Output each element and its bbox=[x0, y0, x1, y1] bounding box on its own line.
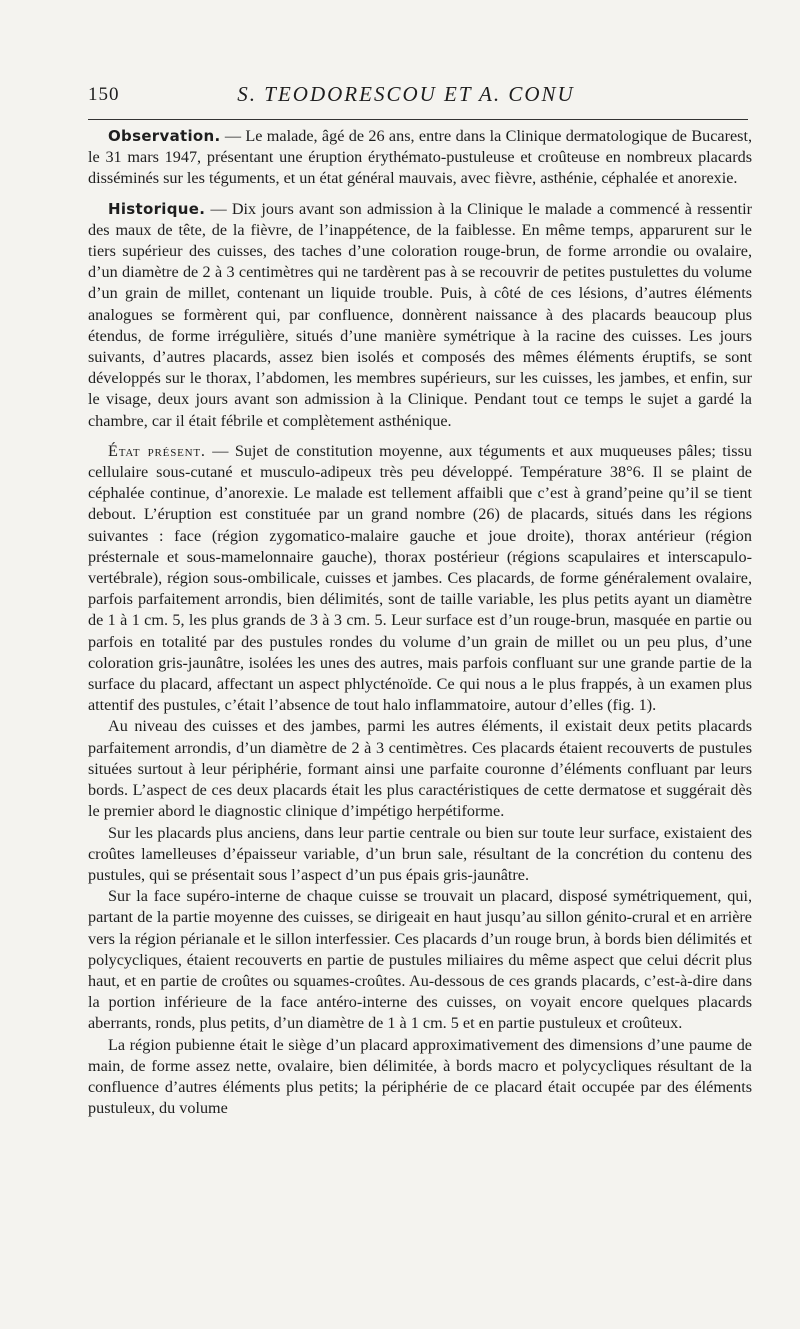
paragraph-face-supero-interne: Sur la face supéro-interne de chaque cuisse se trouvait un placard, disposé symétriquement, qui, partant de la partie moyenne des cuisses, se dirigeait en haut jusqu’au sillon génito-crural et en arrière vers la région périanale et le sillon interfessier. Ces placards d’un rouge brun, à bords bien délimités et polycycliques, étaient recouverts en partie de pustules miliaires du même aspect que celui décrit plus haut, et en partie de croûtes ou squames-croûtes. Au-dessous de ces grands placards, c’est-à-dire dans la portion inférieure de la face antéro-interne des cuisses, on voyait encore quelques placards aberrants, ronds, plus petits, d’un diamètre de 1 à 1 cm. 5 et en partie pustuleux et croûteux. bbox=[88, 887, 752, 1033]
historique-heading: Historique. bbox=[108, 199, 206, 218]
etat-present-paragraph bbox=[88, 441, 752, 717]
paragraph-region-pubienne: La région pubienne était le siège d’un placard approximativement des dimensions d’une paume de main, de forme assez nette, ovalaire, bien délimitée, à bords macro et polycycliques résultant de la confluence d’autres éléments plus petits; la périphérie de ce placard était occupée par des éléments pustuleux, du volume bbox=[88, 1035, 752, 1118]
running-head: S. TEODORESCOU ET A. CONU bbox=[237, 82, 575, 106]
etat-present-heading: État présent. bbox=[108, 441, 206, 460]
paragraph-cuisses: Au niveau des cuisses et des jambes, parmi les autres éléments, il existait deux petits placards parfaitement arrondis, d’un diamètre de 2 à 3 centimètres. Ces placards étaient recouverts de pustules situées surtout à leur périphérie, formant ainsi une parfaite couronne d’éléments confluant par leurs bords. L’aspect de ces deux placards était les plus caractéristiques de cette dermatose et suggérait dès le premier abord le diagnostic clinique d’impétigo herpétiforme. bbox=[88, 717, 752, 821]
page-number: 150 bbox=[88, 84, 120, 105]
observation-text: — Le malade, âgé de 26 ans, entre dans la Clinique dermatologique de Bucarest, le 31 mars 1947, présentant une éruption érythémato-pustuleuse et croûteuse en nombreux placards disséminés sur les téguments, et un état général mauvais, avec fièvre, asthénie, céphalée et anorexie. bbox=[88, 127, 752, 188]
observation-heading: Observation. bbox=[108, 127, 221, 145]
article-body bbox=[88, 126, 752, 1119]
historique-paragraph bbox=[88, 199, 752, 432]
page-header bbox=[64, 76, 748, 116]
observation-paragraph bbox=[88, 126, 752, 190]
historique-text: — Dix jours avant son admission à la Clinique le malade a commencé à ressentir des maux de tête, de la fièvre, de l’inappétence, de la faiblesse. En même temps, apparurent sur le tiers supérieur des cuisses, des taches d’une coloration rouge-brun, de forme arrondie ou ovalaire, d’un diamètre de 2 à 3 centimètres qui ne tardèrent pas à se recouvrir de petites pustulettes du volume d’un grain de millet, contenant un liquide trouble. Puis, à côté de ces lésions, d’autres éléments analogues se formèrent qui, par confluence, donnèrent naissance à des placards beaucoup plus étendus, de forme irrégulière, situés d’une manière symétrique à la racine des cuisses. Les jours suivants, d’autres placards, assez bien isolés et composés des mêmes éléments éruptifs, se sont développés sur le thorax, l’abdomen, les membres supérieurs, sur les cuisses, les jambes, et enfin, sur le visage, deux jours avant son admission à la Clinique. Pendant tout ce temps le sujet a gardé la chambre, car il était fébrile et complètement asthénique. bbox=[88, 199, 752, 430]
paragraph-placards-anciens: Sur les placards plus anciens, dans leur partie centrale ou bien sur toute leur surface, existaient des croûtes lamelleuses d’épaisseur variable, d’un brun sale, résultant de la concrétion du contenu des pustules, qui se présentait sous l’aspect d’un pus épais gris-jaunâtre. bbox=[88, 823, 752, 884]
etat-present-text: — Sujet de constitution moyenne, aux téguments et aux muqueuses pâles; tissu cellulaire sous-cutané et musculo-adipeux très peu développé. Température 38°6. Il se plaint de céphalée continue, d’anorexie. Le malade est tellement affaibli que c’est à grand’peine qu’il se tient debout. L’éruption est constituée par un grand nombre (26) de placards, situés dans les régions suivantes : face (région zygomatico-malaire gauche et joue droite), thorax antérieur (région présternale et sous-mamelonnaire gauche), thorax postérieur (régions scapulaires et interscapulo-vertébrale), région sous-ombilicale, cuisses et jambes. Ces placards, de forme généralement ovalaire, parfois parfaitement arrondis, bien délimités, sont de taille variable, les plus petits ayant un diamètre de 1 à 1 cm. 5, les plus grands de 3 à 3 cm. 5. Leur surface est d’un rouge-brun, masquée en partie ou parfois en totalité par des pustules rondes du volume d’un grain de millet ou un peu plus, d’une coloration gris-jaunâtre, isolées les unes des autres, mais parfois confluant sur une grande partie de la surface du placard, affectant un aspect phlycténoïde. Ce qui nous a le plus frappés, à un examen plus attentif des pustules, c’était l’absence de tout halo inflammatoire, autour d’elles (fig. 1). bbox=[88, 441, 752, 715]
header-rule bbox=[88, 119, 748, 120]
